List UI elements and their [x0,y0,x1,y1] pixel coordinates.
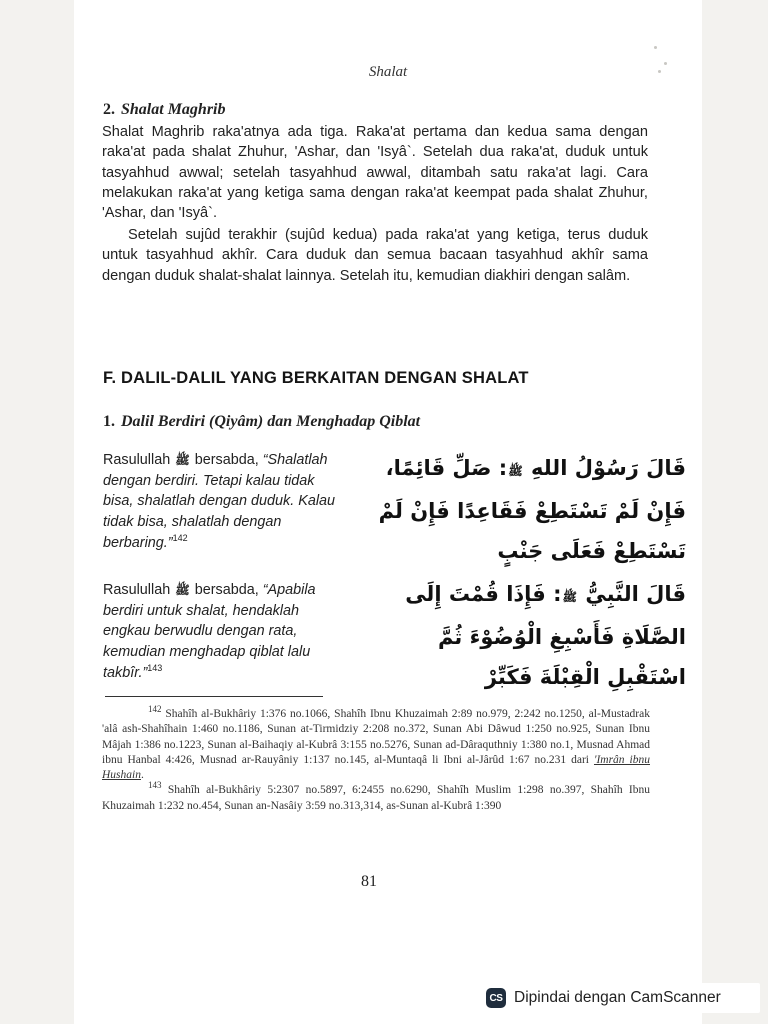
hadith-1-arabic [364,448,686,571]
section-number: 2. [103,101,115,118]
paragraph-maghrib-1: Shalat Maghrib raka'atnya ada tiga. Raka'at pertama dan kedua sama dengan raka'at pada shalat Zhuhur, 'Ashar, dan 'Isyâ`. Setelah dua raka'at, duduk untuk tasyahhud awwal; setelah tasyahhud awwal, ditambah satu raka'at lagi. Cara melakukan raka'at yang ketiga sama dengan raka'at keempat pada shalat Zhuhur, 'Ashar, dan 'Isyâ`. [102,124,648,222]
paragraph-maghrib-2: Setelah sujûd terakhir (sujûd kedua) pada raka'at yang ketiga, terus duduk untuk tasyahhud akhîr. Cara duduk dan semua bacaan tasyahhud akhîr sama dengan duduk shalat-shalat lainnya. Setelah itu, kemudian diakhiri dengan salâm. [102,227,648,284]
footnote-ref-143[interactable]: 143 [147,663,163,674]
subsection-title: Dalil Berdiri (Qiyâm) dan Menghadap Qiblat [121,413,421,430]
hadith-2-intro: Rasulullah [103,582,171,598]
camscanner-logo-icon: CS [486,988,506,1008]
footnote-number: 143 [148,780,162,791]
salawat-icon: ﷺ [175,583,190,597]
camscanner-label: Dipindai dengan CamScanner [514,989,721,1006]
section-title: Shalat Maghrib [121,101,226,118]
document-page [74,0,702,1024]
footnote-ref-142[interactable]: 142 [172,533,188,544]
hadith-2-quote: “Apabila berdiri untuk shalat, hendaklah engkau berwudlu dengan rata, kemudian menghadap qiblat lalu takbîr.” [103,582,316,681]
salawat-icon: ﷺ [508,464,523,478]
section-heading-shalat-maghrib [103,101,225,119]
subsection-heading-qiyam [103,413,420,431]
hadith-1-translation [103,450,347,554]
footnote-text: Shahîh al-Bukhâriy 5:2307 no.5897, 6:2455 no.6290, Shahîh Muslim 1:298 no.397, Shahîh Ibnu Khuzaimah 1:232 no.454, Sunan an-Nasâiy 3:59 no.313,314, as-Sunan al-Kubrâ 1:390 [102,784,650,812]
running-head: Shalat [368,64,408,80]
hadith-1-quote: “Shalatlah dengan berdiri. Tetapi kalau tidak bisa, shalatlah dengan duduk. Kalau tidak bisa, shalatlah dengan berbaring.” [103,452,336,551]
salawat-icon: ﷺ [562,590,578,604]
page-number: 81 [361,873,377,890]
hadith-2-arabic-after: : فَإِذَا قُمْتَ إِلَى الصَّلَاةِ فَأَسْبِغِ الْوُضُوْءَ ثُمَّ اسْتَقْبِلِ الْقِبْلَةَ فَكَبِّرْ [405,582,686,689]
hadith-2-arabic [364,574,686,697]
hadith-1-arabic-before: قَالَ رَسُوْلُ اللهِ [531,456,686,480]
hadith-1-verb: bersabda, [190,452,263,468]
salawat-icon: ﷺ [175,453,190,467]
hadith-2-arabic-before: قَالَ النَّبِيُّ [585,582,686,606]
hadith-2-verb: bersabda, [190,582,263,598]
chapter-heading-dalil: F. DALIL-DALIL YANG BERKAITAN DENGAN SHALAT [103,369,529,387]
hadith-2-translation [103,580,347,684]
hadith-1-intro: Rasulullah [103,452,171,468]
hadith-1-arabic-after: : صَلِّ قَائِمًا، فَإِنْ لَمْ تَسْتَطِعْ فَقَاعِدًا فَإِنْ لَمْ تَسْتَطِعْ فَعَلَى جَنْبٍ [378,456,686,563]
footnote-divider [105,696,323,697]
footnote-number: 142 [148,704,162,715]
footnote-end: . [140,769,144,782]
subsection-number: 1. [103,413,115,430]
footnotes [102,704,650,814]
footnote-142 [102,704,650,783]
footnote-source-link: 'Imrân ibnu Hushain [102,753,650,782]
footnote-143 [102,780,650,814]
footnote-text: Shahîh al-Bukhâriy 1:376 no.1066, Shahîh Ibnu Khuzaimah 2:89 no.979, 2:242 no.1250, al-Mustadrak 'alâ ash-Shahîhain 1:460 no.1186, Sunan at-Tirmidziy 2:208 no.372, Sunan Abi Dâwud 1:250 no.925, Sunan Ibnu Mâjah 1:386 no.1223, Sunan al-Baihaqiy al-Kubrâ 3:155 no.5276, Sunan ad-Dâraquthniy 1:380 no.1, Musnad Ahmad ibnu Hanbal 4:426, Musnad ar-Rauyâniy 1:137 no.145, al-Muntaqâ li Ibni al-Jârûd 1:67 no.231 dari [102,708,650,766]
camscanner-watermark [474,983,760,1013]
